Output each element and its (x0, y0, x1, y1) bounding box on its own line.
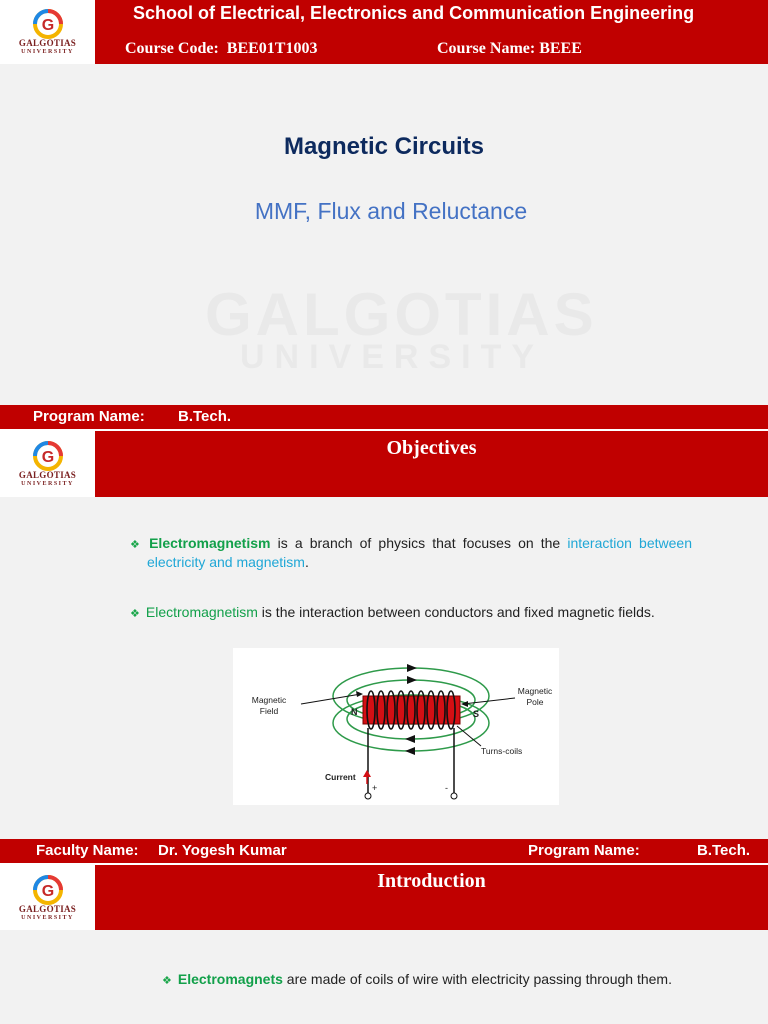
label-magnetic-pole-2: Pole (526, 697, 544, 707)
galgotias-logo-icon (31, 441, 65, 471)
svg-text:G: G (41, 17, 54, 34)
watermark-top: GALGOTIAS (205, 281, 598, 348)
label-turns-coils: Turns-coils (481, 746, 523, 756)
footer-program-label: Program Name: (33, 408, 145, 425)
course-name (437, 40, 582, 58)
footer-program-label: Program Name: (528, 842, 640, 859)
page-subtitle: MMF, Flux and Reluctance (254, 198, 528, 224)
label-magnetic-field-1: Magnetic (251, 695, 287, 705)
university-logo (0, 865, 95, 930)
bullet-electromagnets (162, 971, 672, 990)
school-title: School of Electrical, Electronics and Communication Engineering (133, 3, 695, 23)
term-electromagnetism: Electromagnetism (149, 535, 271, 551)
header-band (95, 431, 768, 497)
course-name-value: BEEE (539, 40, 582, 57)
label-plus: + (372, 783, 378, 793)
slide-header (0, 431, 768, 497)
pointer-field (301, 694, 361, 704)
label-minus: - (445, 783, 448, 793)
watermark-bottom: UNIVERSITY (240, 338, 545, 376)
current-arrow-icon (363, 770, 371, 777)
diamond-bullet-icon: ❖ (162, 975, 172, 987)
electromagnet-figure (233, 648, 559, 805)
pointer-turns (457, 726, 481, 746)
slide-objectives (0, 431, 768, 863)
bullet-text: are made of coils of wire with electricity passing through them. (282, 971, 672, 987)
section-title: Objectives (386, 437, 477, 459)
term-electromagnetism: Electromagnetism (145, 604, 258, 620)
pointer-arrow-icon (356, 691, 363, 697)
footer-program-value: B.Tech. (697, 842, 751, 859)
logo-university: UNIVERSITY (21, 49, 74, 55)
label-current: Current (325, 772, 356, 782)
field-arrow-icon (405, 747, 415, 755)
slide-footer (0, 405, 768, 429)
slide-footer (0, 839, 768, 863)
logo-name: GALGOTIAS (18, 38, 77, 48)
field-arrow-icon (405, 735, 415, 743)
course-code-label: Course Code: (125, 40, 219, 57)
svg-text:G: G (41, 882, 54, 900)
galgotias-logo-icon (31, 9, 65, 39)
field-arrow-icon (407, 664, 417, 672)
course-name-label: Course Name: (437, 40, 536, 57)
footer-faculty-label: Faculty Name: (36, 842, 139, 859)
logo-name: GALGOTIAS (18, 903, 77, 914)
label-magnetic-pole-1: Magnetic (517, 686, 553, 696)
footer-program-value: B.Tech. (178, 408, 232, 425)
bullet-period: . (304, 554, 309, 570)
term-electromagnets: Electromagnets (177, 971, 283, 987)
terminal-negative (451, 793, 457, 799)
label-north: N (351, 707, 358, 717)
slide-header (0, 865, 768, 930)
bullet-electromagnetism-definition (130, 535, 692, 571)
university-logo (0, 0, 95, 64)
course-code (125, 40, 317, 58)
electromagnet-diagram (233, 648, 559, 805)
header-band (95, 0, 768, 64)
slide-introduction (0, 865, 768, 1024)
logo-university: UNIVERSITY (21, 914, 74, 921)
section-title: Introduction (377, 870, 486, 892)
course-code-value: BEE01T1003 (226, 40, 318, 57)
logo-name: GALGOTIAS (18, 470, 77, 480)
highlight-interaction: interaction between electricity and magnetism (147, 535, 692, 570)
label-south: S (473, 709, 480, 719)
university-logo (0, 431, 95, 497)
diamond-bullet-icon: ❖ (130, 608, 140, 620)
bullet-text: is the interaction between conductors and fixed magnetic fields. (257, 604, 655, 620)
slide-title (0, 0, 768, 429)
diamond-bullet-icon: ❖ (130, 539, 144, 551)
logo-university: UNIVERSITY (21, 481, 74, 487)
terminal-positive (365, 793, 371, 799)
svg-text:G: G (41, 449, 54, 466)
page-title: Magnetic Circuits (283, 133, 485, 160)
field-arrow-icon (407, 676, 417, 684)
bullet-electromagnetism-interaction (130, 604, 655, 623)
galgotias-logo-icon (31, 875, 65, 905)
bullet-text: is a branch of physics that focuses on the (270, 535, 568, 551)
slide-header (0, 0, 768, 64)
header-band (95, 865, 768, 930)
label-magnetic-field-2: Field (259, 706, 279, 716)
footer-faculty-value: Dr. Yogesh Kumar (158, 842, 287, 859)
